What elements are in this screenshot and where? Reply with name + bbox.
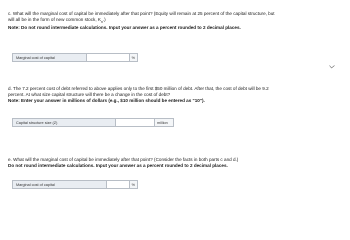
answer-e-label: Marginal cost of capital — [13, 181, 107, 188]
question-c-text — [8, 11, 344, 25]
question-e-text: e. What will the marginal cost of capital be immediately after that point? (Consider the facts in both parts c and d.) — [8, 157, 239, 162]
answer-c-label: Marginal cost of capital — [13, 54, 87, 61]
question-e — [8, 157, 344, 169]
question-c-subscript: n — [100, 19, 103, 24]
answer-c-row — [12, 53, 138, 62]
cursor-icon — [329, 65, 335, 69]
answer-e-input[interactable] — [107, 181, 129, 188]
question-d — [8, 86, 344, 104]
answer-d-input[interactable] — [116, 119, 154, 126]
question-d-text — [8, 86, 344, 98]
answer-e-row — [12, 180, 138, 189]
answer-d-label: Capital structure size (Z) — [13, 119, 116, 126]
question-c-line1: c. What will the marginal cost of capital be immediately after that point? (Equity will remain at 25 percent of the capital structure, but — [8, 11, 275, 16]
answer-e-unit: % — [129, 181, 137, 188]
question-c-line2-end: .) — [102, 17, 106, 22]
question-d-line1: d. The 7.2 percent cost of debt referred to above applies only to the first $50 million of debt. After that, the cost of debt will be 9.2 — [8, 86, 269, 91]
question-d-line2: percent. At what size capital structure will there be a change in the cost of debt? — [8, 92, 171, 97]
question-d-note: Note: Enter your answer in millions of dollars (e.g., $10 million should be entered as "10"). — [8, 98, 205, 103]
question-e-note: Do not round intermediate calculations. Input your answer as a percent rounded to 2 decimal places. — [8, 163, 228, 168]
answer-c-input[interactable] — [87, 54, 129, 61]
answer-d-unit: million — [154, 119, 170, 126]
answer-c-unit: % — [129, 54, 137, 61]
question-c-line2: will all be in the form of new common stock, K — [8, 17, 101, 22]
question-c — [8, 11, 344, 31]
answer-d-row — [12, 118, 174, 127]
question-c-note: Note: Do not round intermediate calculations. Input your answer as a percent rounded to 2 decimal places. — [8, 24, 241, 30]
